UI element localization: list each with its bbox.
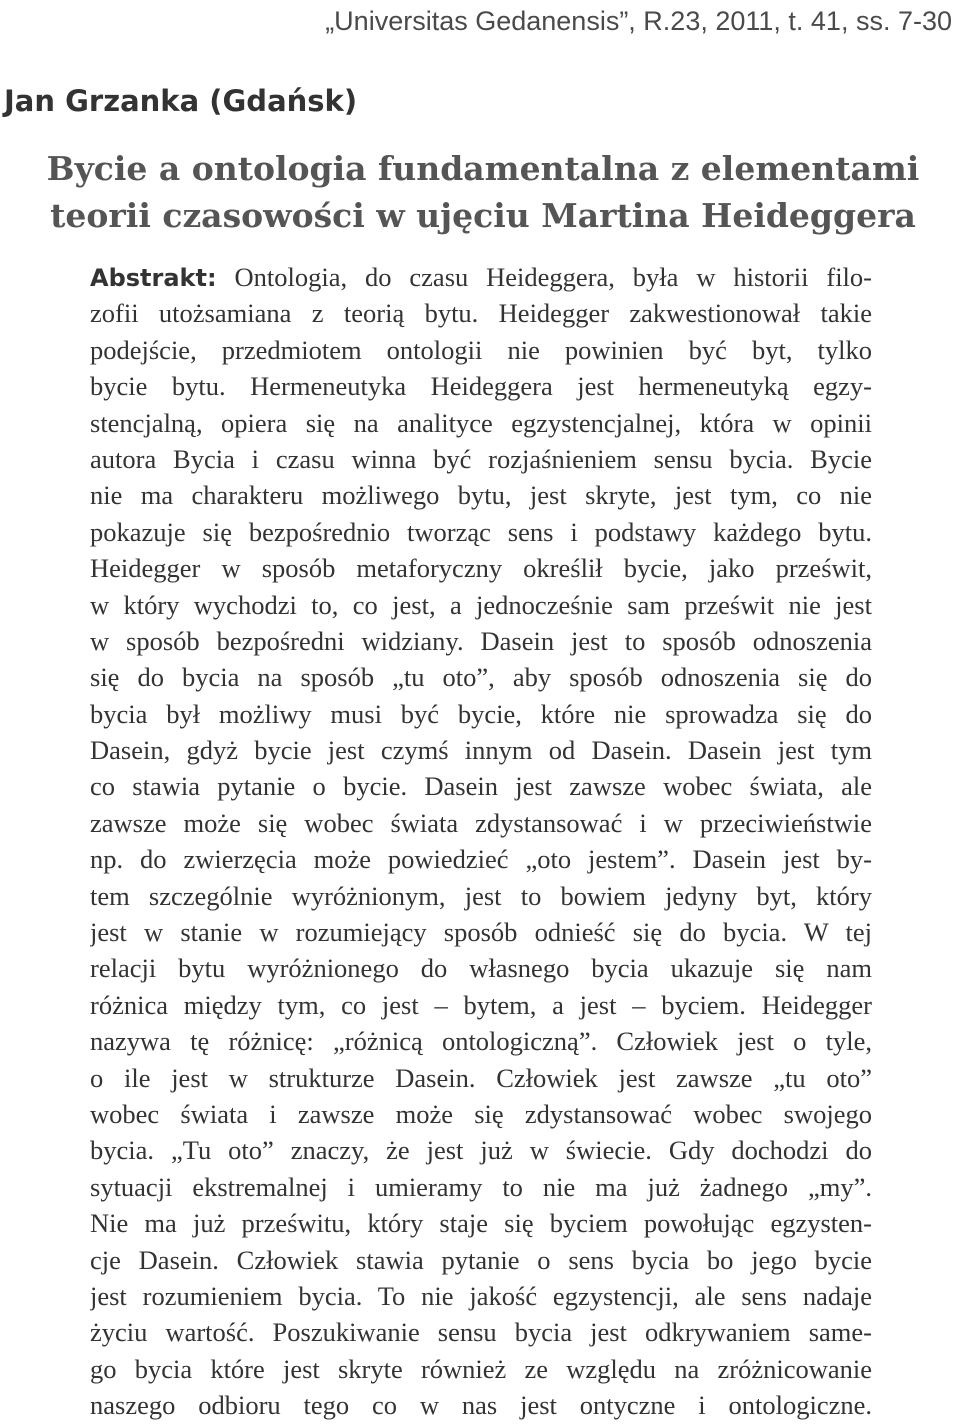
author-name: Jan Grzanka (Gdańsk) [4, 84, 358, 118]
abstract-line: sytuacji ekstremalnej i umieramy to nie ma już żadnego „my”. [90, 1171, 872, 1202]
abstract-line: Nie ma już prześwitu, który staje się byciem powołując egzysten- [90, 1208, 872, 1239]
abstract-line: stencjalną, opiera się na analityce egzystencjalnej, która w opinii [90, 407, 872, 438]
abstract-line: bycia. „Tu oto” znaczy, że jest już w świecie. Gdy dochodzi do [90, 1135, 872, 1166]
abstract-line: zawsze może się wobec świata zdystansować i w przeciwieństwie [90, 807, 872, 838]
abstract-line: bycia był możliwy musi być bycie, które nie sprowadza się do [90, 698, 872, 729]
abstract-line: życiu wartość. Poszukiwanie sensu bycia jest odkrywaniem same- [90, 1317, 872, 1348]
abstract-label: Abstrakt: [90, 264, 217, 292]
abstract-line: Dasein, gdyż bycie jest czymś innym od Dasein. Dasein jest tym [90, 735, 872, 766]
abstract-line: bycie bytu. Hermeneutyka Heideggera jest hermeneutyką egzy- [90, 371, 872, 402]
abstract-line: zofii utożsamiana z teorią bytu. Heidegger zakwestionował takie [90, 298, 872, 329]
abstract-line: naszego odbioru tego co w nas jest ontyczne i ontologiczne. [90, 1390, 872, 1421]
abstract-line: jest w stanie w rozumiejący sposób odnieść się do bycia. W tej [90, 917, 872, 948]
abstract-line: wobec świata i zawsze może się zdystansować wobec swojego [90, 1098, 872, 1129]
abstract-line: podejście, przedmiotem ontologii nie powinien być byt, tylko [90, 334, 872, 365]
abstract-line: autora Bycia i czasu winna być rozjaśnieniem sensu bycia. Bycie [90, 443, 872, 474]
abstract-line: w sposób bezpośredni widziany. Dasein jest to sposób odnoszenia [90, 625, 872, 656]
abstract-line: o ile jest w strukturze Dasein. Człowiek jest zawsze „tu oto” [90, 1062, 872, 1093]
abstract-line: relacji bytu wyróżnionego do własnego bycia ukazuje się nam [90, 953, 872, 984]
abstract-line: np. do zwierzęcia może powiedzieć „oto jestem”. Dasein jest by- [90, 844, 872, 875]
abstract [90, 259, 872, 1424]
abstract-line: różnica między tym, co jest – bytem, a jest – byciem. Heidegger [90, 989, 872, 1020]
abstract-line: cje Dasein. Człowiek stawia pytanie o sens bycia bo jego bycie [90, 1244, 872, 1275]
abstract-line: nie ma charakteru możliwego bytu, jest skryte, jest tym, co nie [90, 480, 872, 511]
abstract-line: w który wychodzi to, co jest, a jednocześnie sam prześwit nie jest [90, 589, 872, 620]
title-line-2: teorii czasowości w ujęciu Martina Heideggera [50, 196, 916, 235]
article-title [18, 145, 948, 239]
abstract-line-text: Ontologia, do czasu Heideggera, była w historii filo- [216, 262, 872, 292]
abstract-line: pokazuje się bezpośrednio tworząc sens i podstawy każdego bytu. [90, 516, 872, 547]
abstract-line: go bycia które jest skryte również ze względu na zróżnicowanie [90, 1353, 872, 1384]
abstract-line: jest rozumieniem bycia. To nie jakość egzystencji, ale sens nadaje [90, 1280, 872, 1311]
title-line-1: Bycie a ontologia fundamentalna z elementami [46, 149, 920, 188]
abstract-line: Heidegger w sposób metaforyczny określił bycie, jako prześwit, [90, 553, 872, 584]
abstract-line: się do bycia na sposób „tu oto”, aby sposób odnoszenia się do [90, 662, 872, 693]
abstract-line: nazywa tę różnicę: „różnicą ontologiczną”. Człowiek jest o tyle, [90, 1026, 872, 1057]
abstract-line: tem szczególnie wyróżnionym, jest to bowiem jedyny byt, który [90, 880, 872, 911]
abstract-line [90, 259, 872, 295]
abstract-line: co stawia pytanie o bycie. Dasein jest zawsze wobec świata, ale [90, 771, 872, 802]
journal-reference: „Universitas Gedanensis”, R.23, 2011, t. 41, ss. 7-30 [325, 6, 952, 36]
